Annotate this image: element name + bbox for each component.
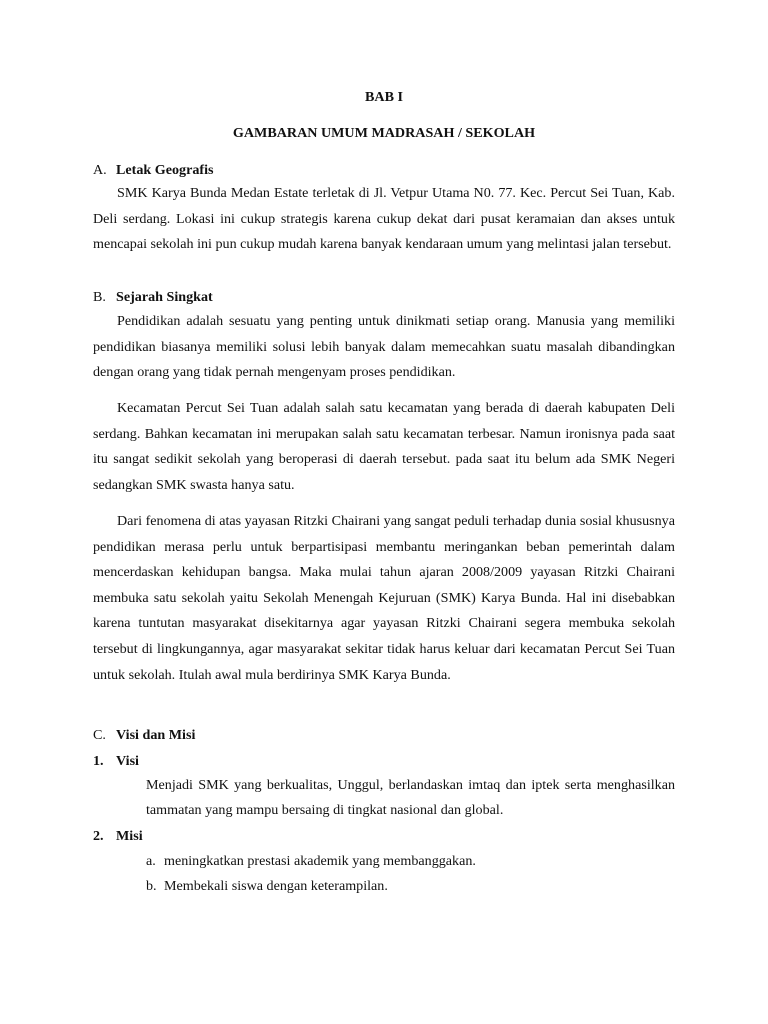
section-c-title: Visi dan Misi <box>116 727 196 743</box>
misi-item-label: b. <box>146 878 157 894</box>
visi-heading <box>93 748 675 774</box>
section-b-paragraph-2: Kecamatan Percut Sei Tuan adalah salah satu kecamatan yang berada di daerah kabupaten Deli serdang. Bahkan kecamatan ini merupakan salah satu kecamatan terbesar. Namun ironisnya pada saat itu sangat sedikit sekolah yang beroperasi di daerah tersebut. pada saat itu belum ada SMK Negeri sedangkan SMK swasta hanya satu. <box>93 400 675 493</box>
misi-item-label: a. <box>146 853 156 869</box>
misi-item <box>146 848 675 874</box>
section-b-title: Sejarah Singkat <box>116 289 213 305</box>
section-b-heading <box>93 284 675 310</box>
misi-item-text: Membekali siswa dengan keterampilan. <box>164 878 388 894</box>
visi-text: Menjadi SMK yang berkualitas, Unggul, berlandaskan imtaq dan iptek serta menghasilkan tammatan yang mampu bersaing di tingkat nasional dan global. <box>146 777 675 818</box>
misi-item <box>146 873 675 899</box>
section-a-label: A. <box>93 162 107 178</box>
section-a-heading <box>93 157 675 183</box>
section-c-label: C. <box>93 727 106 743</box>
misi-heading <box>93 823 675 849</box>
visi-number: 1. <box>93 753 104 769</box>
section-b-paragraph-1: Pendidikan adalah sesuatu yang penting untuk dinikmati setiap orang. Manusia yang memiliki pendidikan biasanya memiliki solusi lebih banyak dalam memecahkan suatu masalah dibandingkan dengan orang yang tidak pernah mengenyam proses pendidikan. <box>93 313 675 381</box>
misi-title: Misi <box>116 828 143 844</box>
visi-title: Visi <box>116 753 139 769</box>
section-b-paragraph-3: Dari fenomena di atas yayasan Ritzki Chairani yang sangat peduli terhadap dunia sosial khususnya pendidikan merasa perlu untuk berpartisipasi membantu meringankan beban pemerintah dalam mencerdaskan kehidupan bangsa. Maka mulai tahun ajaran 2008/2009 yayasan Ritzki Chairani membuka satu sekolah yaitu Sekolah Menengah Kejuruan (SMK) Karya Bunda. Hal ini disebabkan karena tuntutan masyarakat disekitarnya agar yayasan Ritzki Chairani segera membuka sekolah tersebut di lingkungannya, agar masyarakat sekitar tidak harus keluar dari kecamatan Percut Sei Tuan untuk sekolah. Itulah awal mula berdirinya SMK Karya Bunda. <box>93 513 675 683</box>
misi-number: 2. <box>93 828 104 844</box>
chapter-heading: BAB I <box>365 89 403 105</box>
section-c-heading <box>93 722 675 748</box>
chapter-title: GAMBARAN UMUM MADRASAH / SEKOLAH <box>232 125 536 141</box>
misi-item-text: meningkatkan prestasi akademik yang membanggakan. <box>164 853 476 869</box>
section-a-title: Letak Geografis <box>116 162 214 178</box>
section-a-paragraph: SMK Karya Bunda Medan Estate terletak di Jl. Vetpur Utama N0. 77. Kec. Percut Sei Tuan, Kab. Deli serdang. Lokasi ini cukup strategis karena cukup dekat dari pusat keramaian dan akses untuk mencapai sekolah ini pun cukup mudah karena banyak kendaraan umum yang melintasi jalan tersebut. <box>93 185 675 253</box>
section-b-label: B. <box>93 289 106 305</box>
